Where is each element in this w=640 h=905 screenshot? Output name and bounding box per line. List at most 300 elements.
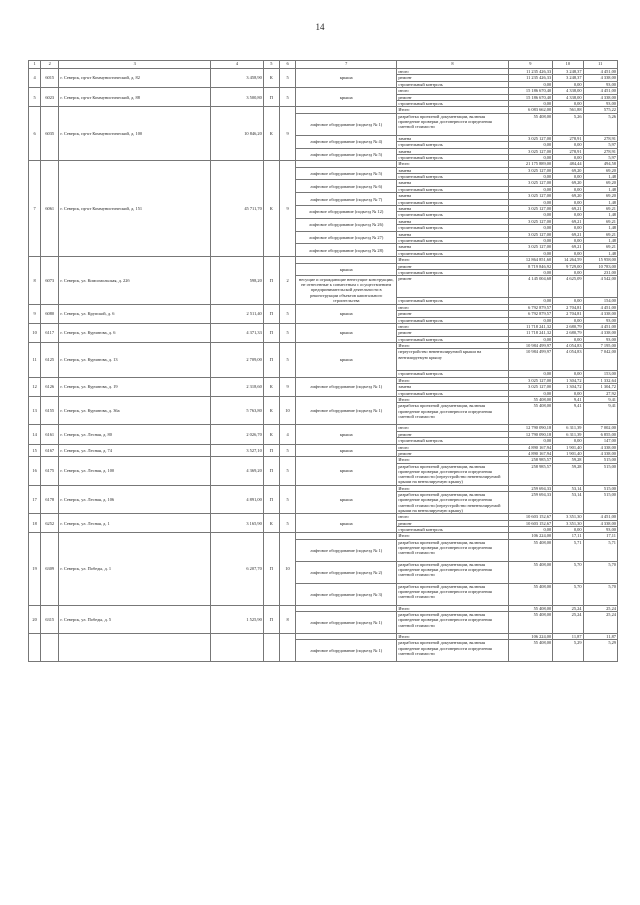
floors: 9 [279,377,295,396]
work-type: Итого [397,377,508,383]
wall-type: П [263,88,279,107]
max-cost-per-sqm: 4 338,00 [583,444,617,450]
work-type: Итого [397,605,508,611]
floors: 2 [279,257,295,305]
cost-per-sqm: 3 248,37 [553,75,583,81]
floors: 4 [279,425,295,444]
element-name: лифтовое оборудование (подъезд № 12) [296,206,397,219]
work-type: строительный контроль [397,237,508,243]
table-row [29,304,618,310]
cost-per-sqm: 3 351,30 [553,514,583,520]
address: г. Северск, ул. Курчатова, д. 6 [59,323,211,342]
header-cell: 11 [583,61,617,69]
address: г. Северск, пр-кт Коммунистический, д. 88 [59,88,211,107]
row-number: 4 [29,69,41,88]
house-id: 6167 [41,444,59,457]
house-id: 6015 [41,69,59,88]
row-number: 15 [29,444,41,457]
wall-type: П [263,343,279,378]
cost-per-sqm: 4 338,00 [553,94,583,100]
element-name: крыша [296,514,397,533]
row-number: 11 [29,343,41,378]
floors: 8 [279,605,295,633]
row-number: 5 [29,88,41,107]
max-cost-per-sqm: 4 338,00 [583,450,617,456]
work-type: ремонт [397,431,508,437]
house-id: 6175 [41,457,59,485]
header-cell: 5 [263,61,279,69]
element-name: крыша [296,304,397,323]
cost: 0,00 [508,237,553,243]
work-type: ремонт [397,94,508,100]
max-cost-per-sqm: 575,22 [583,107,617,113]
address: г. Северск, ул. Победы, д. 5 [59,605,211,633]
max-cost-per-sqm: 93,00 [583,317,617,323]
cost: 8 719 846,92 [508,263,553,269]
cost: 55 408,00 [508,397,553,403]
work-type: ремонт [397,75,508,81]
element-name: лифтовое оборудование (подъезд № 7) [296,193,397,206]
header-cell: 6 [279,61,295,69]
work-type: замена [397,193,508,199]
cost-per-sqm: 69,20 [553,167,583,173]
max-cost-per-sqm: 515,00 [583,457,617,463]
work-type: строительный контроль [397,390,508,396]
cost-per-sqm: 53,14 [553,485,583,491]
max-cost-per-sqm: 69,21 [583,231,617,237]
floors: 10 [279,397,295,425]
max-cost-per-sqm: 1,48 [583,237,617,243]
cost-per-sqm: 0,00 [553,250,583,256]
element-name: крыша [296,444,397,457]
max-cost-per-sqm: 5,26 [583,113,617,135]
address [59,634,211,662]
cost: 0,00 [508,438,553,444]
cost: 3 025 127,00 [508,167,553,173]
cost-per-sqm: 9,41 [553,403,583,425]
work-type: строительный контроль [397,526,508,532]
wall-type: П [263,257,279,305]
address: г. Северск, ул. Курчатова, д. 13 [59,343,211,378]
element-name: лифтовое оборудование (подъезд № 5) [296,167,397,180]
max-cost-per-sqm: 4 338,00 [583,75,617,81]
work-type: строительный контроль [397,250,508,256]
house-id: 6035 [41,107,59,161]
element-name: несущие и ограждающие ненесущие конструкции, не отнесенные к совместным с осуществлением предпринимательской деятельности в реконструкции объектов капитального строительства [296,276,397,304]
area: 2 709,00 [211,343,264,378]
cost: 12 864 851,60 [508,257,553,263]
work-type: итого [397,514,508,520]
cost: 11 235 426,33 [508,69,553,75]
wall-type: П [263,605,279,633]
cost-per-sqm: 2 680,79 [553,330,583,336]
work-type: строительный контроль [397,81,508,87]
cost: 21 175 889,00 [508,161,553,167]
work-type: строительный контроль [397,142,508,148]
cost: 259 694,33 [508,492,553,514]
work-type: строительный контроль [397,269,508,275]
house-id [41,634,59,662]
table-row [29,323,618,329]
row-number: 12 [29,377,41,396]
max-cost-per-sqm: 5,97 [583,154,617,160]
work-type: Итого [397,107,508,113]
cost: 55 408,00 [508,583,553,605]
work-type: разработка проектной документации, включая проведение проверки достоверности определения сметной стоимости [397,612,508,634]
cost-per-sqm: 0,00 [553,212,583,218]
cost: 4 890 167,94 [508,450,553,456]
element-name: лифтовое оборудование (подъезд № 1) [296,539,397,561]
header-cell: 1 [29,61,41,69]
cost-per-sqm: 0,00 [553,174,583,180]
cost-per-sqm: 2 680,79 [553,323,583,329]
max-cost-per-sqm: 231,00 [583,269,617,275]
cost: 0,00 [508,269,553,275]
address: г. Северск, ул. Победы, д. 1 [59,533,211,605]
header-cell: 9 [508,61,553,69]
cost: 6 792 879,57 [508,304,553,310]
max-cost-per-sqm: 5,70 [583,561,617,583]
max-cost-per-sqm: 153,00 [583,371,617,377]
cost-per-sqm: 5,70 [553,561,583,583]
house-id: 6161 [41,425,59,444]
element-name: лифтовое оборудование (подъезд № 6) [296,180,397,193]
table-row [29,377,618,383]
cost: 55 408,00 [508,403,553,425]
floors: 5 [279,304,295,323]
address: г. Северск, ул. Лесная, д. 80 [59,425,211,444]
area: 2 026,70 [211,425,264,444]
work-type: итого [397,444,508,450]
cost-per-sqm: 0,00 [553,298,583,304]
wall-type: К [263,425,279,444]
floors: 10 [279,533,295,605]
cost-per-sqm: 14 264,59 [553,257,583,263]
element-name: лифтовое оборудование (подъезд № 2) [296,561,397,583]
max-cost-per-sqm: 15 958,00 [583,257,617,263]
table-row [29,425,618,431]
cost: 3 025 127,00 [508,218,553,224]
work-type: строительный контроль [397,174,508,180]
row-number: 17 [29,485,41,513]
cost: 0,00 [508,317,553,323]
max-cost-per-sqm: 1,48 [583,199,617,205]
cost: 0,00 [508,390,553,396]
capital-repair-table [28,60,618,662]
element-name: лифтовое оборудование (подъезд № 4) [296,135,397,148]
work-type: Итого [397,533,508,539]
max-cost-per-sqm: 7 002,00 [583,425,617,431]
house-id: 6080 [41,304,59,323]
cost-per-sqm: 484,44 [553,161,583,167]
cost: 3 025 127,00 [508,148,553,154]
cost-per-sqm: 4 338,00 [553,88,583,94]
house-id: 6125 [41,343,59,378]
max-cost-per-sqm: 93,00 [583,336,617,342]
cost: 0,00 [508,250,553,256]
max-cost-per-sqm: 17,11 [583,533,617,539]
cost: 55 408,00 [508,539,553,561]
work-type: замена [397,167,508,173]
cost-per-sqm: 5,71 [553,539,583,561]
work-type: итого [397,304,508,310]
work-type: замена [397,231,508,237]
cost: 12 790 090,18 [508,425,553,431]
address: г. Северск, ул. Лесная, д. 74 [59,444,211,457]
cost: 0,00 [508,199,553,205]
cost: 0,00 [508,212,553,218]
cost-per-sqm: 0,00 [553,269,583,275]
cost-per-sqm: 5,29 [553,640,583,662]
cost: 10 984 499,97 [508,343,553,349]
area: 6 207,70 [211,533,264,605]
cost-per-sqm: 2 704,81 [553,311,583,317]
house-id: 6315 [41,605,59,633]
max-cost-per-sqm: 4 451,00 [583,88,617,94]
wall-type: К [263,377,279,396]
work-type: Итого [397,343,508,349]
wall-type: П [263,323,279,342]
element-name: лифтовое оборудование (подъезд № 27) [296,231,397,244]
element-name: крыша [296,425,397,444]
cost-per-sqm: 1 304,72 [553,384,583,390]
header-cell: 10 [553,61,583,69]
floors [279,634,295,662]
cost: 3 025 127,00 [508,231,553,237]
cost: 6 083 662,00 [508,107,553,113]
header-cell: 7 [296,61,397,69]
work-type: строительный контроль [397,298,508,304]
work-type: итого [397,425,508,431]
work-type: строительный контроль [397,100,508,106]
cost: 55 408,00 [508,113,553,135]
work-type: замена [397,148,508,154]
address: г. Северск, ул. Курчатова, д. 36а [59,397,211,425]
work-type: разработка проектной документации, включая проведение проверки достоверности определения сметной стоимости [397,561,508,583]
row-number: 6 [29,107,41,161]
element-name: крыша [296,88,397,107]
cost: 11 235 426,33 [508,75,553,81]
cost: 0,00 [508,81,553,87]
work-type: итого [397,69,508,75]
table-row [29,514,618,520]
work-type: ремонт [397,450,508,456]
floors: 5 [279,343,295,378]
row-number: 18 [29,514,41,533]
cost: 12 790 090,18 [508,431,553,437]
row-number: 14 [29,425,41,444]
max-cost-per-sqm: 1,48 [583,250,617,256]
max-cost-per-sqm: 515,00 [583,492,617,514]
cost: 3 025 127,00 [508,206,553,212]
work-type: замена [397,180,508,186]
cost: 10 984 499,97 [508,349,553,371]
work-type: замена [397,135,508,141]
wall-type: К [263,161,279,257]
cost-per-sqm: 6 311,39 [553,425,583,431]
max-cost-per-sqm: 515,00 [583,463,617,485]
max-cost-per-sqm: 154,00 [583,298,617,304]
row-number: 13 [29,397,41,425]
work-type: разработка проектной документации, включая проведение проверки достоверности определения сметной стоимости [397,403,508,425]
max-cost-per-sqm: 93,00 [583,81,617,87]
table-row [29,444,618,450]
area: 10 846,20 [211,107,264,161]
element-name: крыша [296,69,397,88]
max-cost-per-sqm: 25,24 [583,605,617,611]
cost-per-sqm: 69,20 [553,180,583,186]
work-type: итого [397,323,508,329]
max-cost-per-sqm: 9,41 [583,397,617,403]
max-cost-per-sqm: 9,41 [583,403,617,425]
cost: 258 985,57 [508,463,553,485]
row-number: 7 [29,161,41,257]
cost-per-sqm: 3 351,30 [553,520,583,526]
cost: 0,00 [508,336,553,342]
house-id: 6061 [41,161,59,257]
max-cost-per-sqm: 494,58 [583,161,617,167]
cost-per-sqm: 0,00 [553,199,583,205]
cost-per-sqm: 69,21 [553,218,583,224]
area: 4 891,00 [211,485,264,513]
cost: 0,00 [508,142,553,148]
header-cell: 2 [41,61,59,69]
floors: 5 [279,69,295,88]
cost-per-sqm: 4 054,83 [553,349,583,371]
wall-type [263,634,279,662]
cost: 55 408,00 [508,605,553,611]
address: г. Северск, пр-кт Коммунистический, д. 100 [59,107,211,161]
element-name: лифтовое оборудование (подъезд № 1) [296,397,397,425]
cost-per-sqm: 0,00 [553,438,583,444]
table-row [29,88,618,94]
work-type: переустройство невентилируемой крыши на вентилируемую крышу [397,349,508,371]
work-type: ремонт [397,311,508,317]
max-cost-per-sqm: 1 304,72 [583,384,617,390]
cost: 0,00 [508,371,553,377]
table-row [29,69,618,75]
max-cost-per-sqm: 69,21 [583,244,617,250]
row-number: 9 [29,304,41,323]
wall-type: К [263,397,279,425]
cost-per-sqm: 69,21 [553,206,583,212]
cost-per-sqm: 2 704,81 [553,304,583,310]
house-id: 6252 [41,514,59,533]
wall-type: К [263,107,279,161]
cost: 11 718 241,32 [508,330,553,336]
max-cost-per-sqm: 4 338,00 [583,311,617,317]
wall-type: К [263,514,279,533]
work-type: строительный контроль [397,225,508,231]
work-type: строительный контроль [397,186,508,192]
work-type: разработка проектной документации, включая проведение проверки достоверности определения сметной стоимости (переустройство невентилируемой крыши на вентилируемую крышу) [397,492,508,514]
cost-per-sqm: 0,00 [553,526,583,532]
max-cost-per-sqm: 515,00 [583,485,617,491]
element-name: лифтовое оборудование (подъезд № 28) [296,244,397,257]
element-name: крыша [296,343,397,378]
max-cost-per-sqm: 69,20 [583,193,617,199]
cost-per-sqm: 69,21 [553,244,583,250]
max-cost-per-sqm: 11,87 [583,634,617,640]
address: г. Северск, ул. Курчатова, д. 19 [59,377,211,396]
cost: 106 224,00 [508,634,553,640]
cost-per-sqm: 0,00 [553,371,583,377]
work-type: Итого [397,485,508,491]
work-type: ремонт [397,263,508,269]
work-type: строительный контроль [397,212,508,218]
wall-type: К [263,69,279,88]
cost-per-sqm: 17,11 [553,533,583,539]
max-cost-per-sqm: 1,48 [583,225,617,231]
cost-per-sqm: 5,26 [553,113,583,135]
work-type: Итого [397,457,508,463]
floors: 9 [279,161,295,257]
element-name: лифтовое оборудование (подъезд № 1) [296,377,397,396]
cost: 3 025 127,00 [508,377,553,383]
max-cost-per-sqm: 69,20 [583,167,617,173]
max-cost-per-sqm: 10 783,00 [583,263,617,269]
address: г. Северск, пр-кт Коммунистический, д. 82 [59,69,211,88]
max-cost-per-sqm: 1 332,64 [583,377,617,383]
cost: 4 890 167,94 [508,444,553,450]
max-cost-per-sqm: 278,91 [583,135,617,141]
work-type: разработка проектной документации, включая проведение проверки достоверности определения сметной стоимости (переустройство невентилируемой крыши на вентилируемую крышу) [397,463,508,485]
element-name: лифтовое оборудование (подъезд № 1) [296,640,397,662]
work-type: разработка проектной документации, включая проведение проверки достоверности определения сметной стоимости [397,583,508,605]
work-type: Итого [397,257,508,263]
wall-type: П [263,457,279,485]
cost: 55 408,00 [508,561,553,583]
cost-per-sqm: 6 311,39 [553,431,583,437]
address: г. Северск, пр-кт Коммунистический, д. 151 [59,161,211,257]
work-type: ремонт [397,276,508,298]
wall-type: П [263,304,279,323]
cost-per-sqm: 278,91 [553,135,583,141]
area: 3 527,10 [211,444,264,457]
max-cost-per-sqm: 147,00 [583,438,617,444]
cost-per-sqm: 9,41 [553,397,583,403]
work-type: строительный контроль [397,336,508,342]
house-id: 6155 [41,397,59,425]
max-cost-per-sqm: 69,21 [583,206,617,212]
cost-per-sqm: 11,87 [553,634,583,640]
max-cost-per-sqm: 69,21 [583,218,617,224]
area: 2 511,40 [211,304,264,323]
max-cost-per-sqm: 4 338,00 [583,94,617,100]
cost-per-sqm: 0,00 [553,142,583,148]
max-cost-per-sqm: 7 195,00 [583,343,617,349]
address: г. Северск, ул. Лесная, д. 100 [59,457,211,485]
address: г. Северск, ул. Комсомольская, д. 22б [59,257,211,305]
work-type: разработка проектной документации, включая проведение проверки достоверности определения сметной стоимости [397,113,508,135]
cost-per-sqm: 4 625,09 [553,276,583,298]
cost-per-sqm: 9 729,00 [553,263,583,269]
max-cost-per-sqm: 4 451,00 [583,69,617,75]
work-type: ремонт [397,330,508,336]
max-cost-per-sqm: 69,20 [583,180,617,186]
cost-per-sqm: 1 304,72 [553,377,583,383]
cost: 0,00 [508,186,553,192]
floors: 5 [279,485,295,513]
cost: 10 603 152,67 [508,514,553,520]
house-id: 6073 [41,257,59,305]
row-number [29,634,41,662]
work-type: Итого [397,634,508,640]
cost: 11 718 241,32 [508,323,553,329]
cost-per-sqm: 0,00 [553,100,583,106]
header-cell: 4 [211,61,264,69]
cost-per-sqm: 53,14 [553,492,583,514]
